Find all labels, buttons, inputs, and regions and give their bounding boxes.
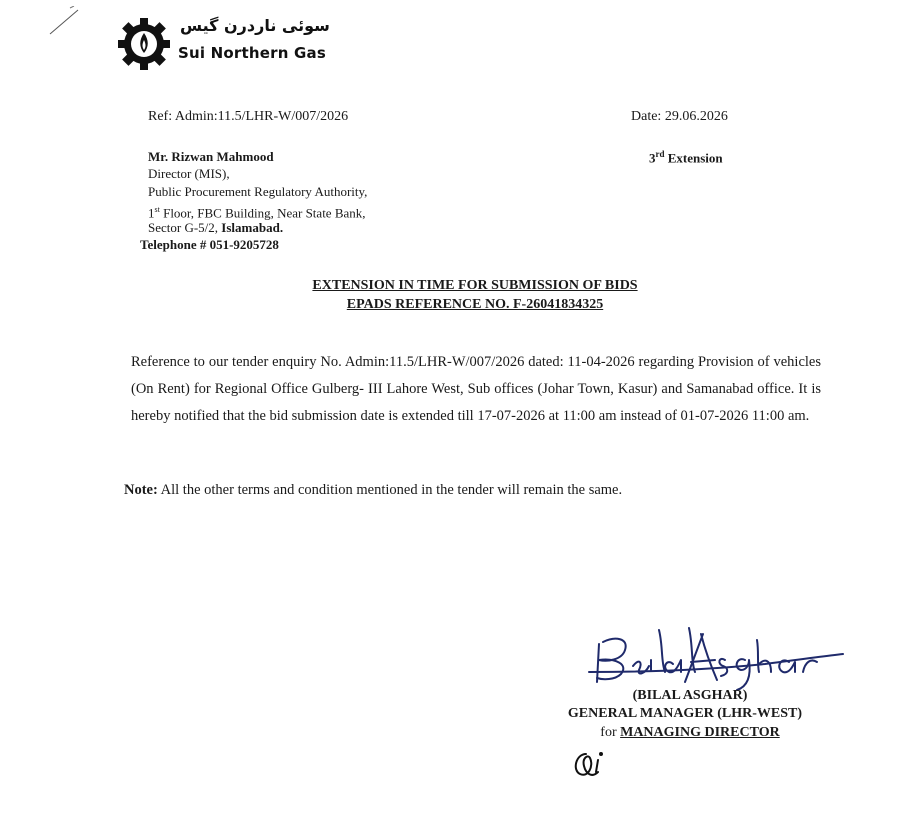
body-paragraph: Reference to our tender enquiry No. Admin:11.5/LHR-W/007/2026 dated: 11-04-2026 regarding Provision of vehicles (On Rent) for Regional Office Gulberg- III Lahore West, Sub offices (Johar Town, Kasur) and Samanabad office. It is hereby notified that the bid submission date is extended till 17-07-2026 at 11:00 am instead of 01-07-2026 11:00 am. (131, 354, 821, 424)
reference-number: Ref: Admin:11.5/LHR-W/007/2026 (148, 109, 349, 124)
recipient-telephone: Telephone # 051-9205728 (140, 237, 279, 252)
logo-company-name: Sui Northern Gas (178, 44, 326, 62)
gear-flame-icon (116, 16, 172, 72)
signatory-name: (BILAL ASGHAR) (632, 688, 748, 703)
floor-suffix: st (154, 205, 160, 214)
note-text: All the other terms and condition mentioned in the tender will remain the same. (157, 482, 623, 498)
signatory-for (540, 725, 840, 741)
signatory-title: GENERAL MANAGER (LHR-WEST) (567, 706, 803, 721)
for-prefix: for (600, 725, 621, 740)
initials-mark (568, 748, 608, 782)
extension-number: 3 (649, 150, 656, 166)
note-line (124, 482, 622, 499)
recipient-name: Mr. Rizwan Mahmood (148, 149, 274, 164)
recipient-floor (148, 202, 366, 221)
extension-text: Extension (664, 150, 723, 166)
recipient-city: Islamabad. (221, 220, 284, 235)
recipient-sector (148, 220, 283, 236)
logo-urdu-text: سوئی ناردرن گیس (180, 16, 330, 35)
subject-line-2: EPADS REFERENCE NO. F-26041834325 (346, 297, 604, 312)
floor-number: 1 (148, 205, 155, 221)
pen-mark (48, 6, 82, 36)
letter-date: Date: 29.06.2026 (631, 109, 728, 124)
note-label: Note: (124, 482, 158, 498)
floor-address: Floor, FBC Building, Near State Bank, (159, 205, 366, 221)
extension-label (649, 149, 723, 166)
for-title: MANAGING DIRECTOR (620, 725, 780, 740)
recipient-designation: Director (MIS), (148, 166, 230, 181)
extension-suffix: rd (655, 149, 665, 159)
recipient-organization: Public Procurement Regulatory Authority, (148, 184, 368, 199)
sector-text: Sector G-5/2, (148, 220, 222, 235)
subject-line-1: EXTENSION IN TIME FOR SUBMISSION OF BIDS (312, 278, 638, 293)
